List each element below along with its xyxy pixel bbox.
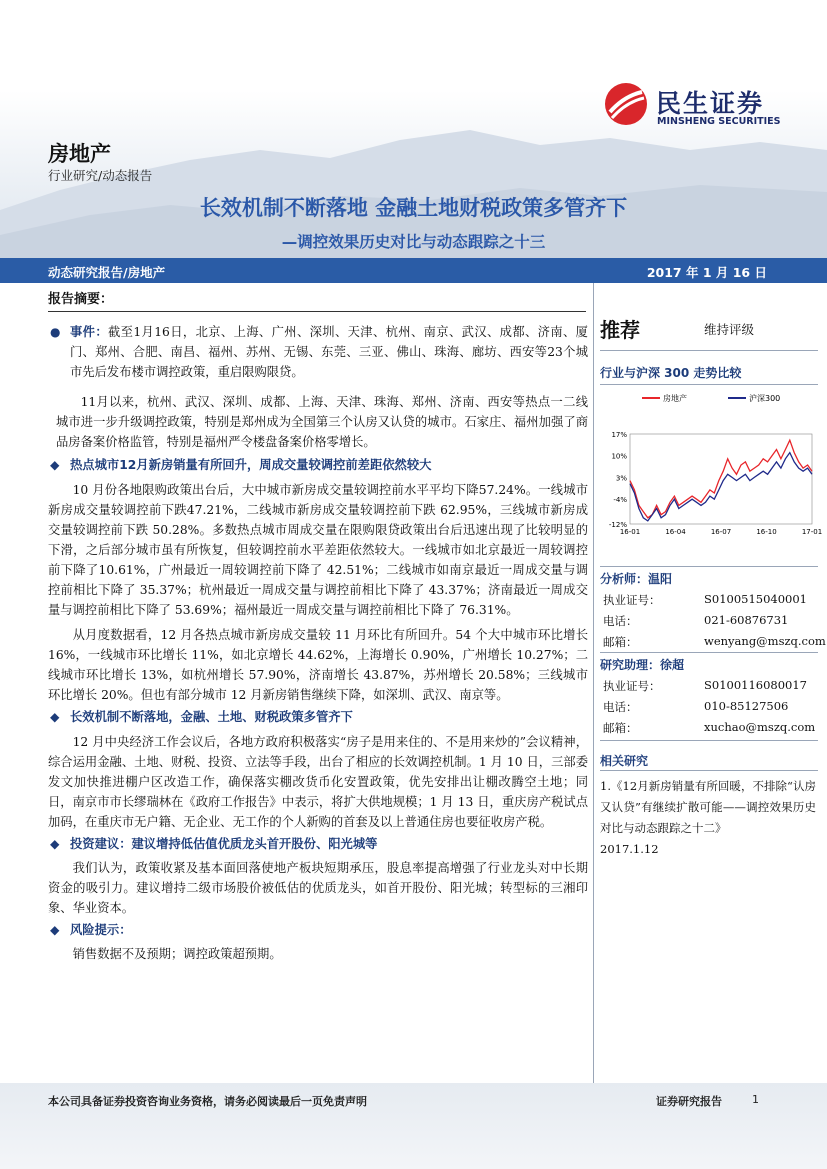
y-tick-label: 10% <box>611 452 627 461</box>
rating-label: 推荐 <box>600 318 640 342</box>
bullet-icon: ● <box>50 325 61 339</box>
sector-label: 房地产 <box>48 142 111 166</box>
x-tick-label: 16-04 <box>665 528 686 536</box>
paragraph-2: 11月以来，杭州、武汉、深圳、成都、上海、天津、珠海、郑州、济南、西安等热点一二线城市进一步升级调控政策，特别是郑州成为全国第三个认房又认贷的城市。石家庄、福州加强了商品房备案价格监管，特别是福州严令楼盘备案价格零增长。 <box>56 395 588 449</box>
analyst-1-heading: 分析师：温阳 <box>600 572 673 586</box>
report-date: 2017 年 1 月 16 日 <box>646 265 767 280</box>
event-paragraph <box>48 322 588 382</box>
y-tick-label: -4% <box>613 496 627 505</box>
series-line-1 <box>630 453 812 521</box>
series-line-0 <box>630 440 812 518</box>
diamond-bullet-icon: ◆ <box>50 458 60 472</box>
legend-label-0: 房地产 <box>663 394 687 403</box>
y-tick-label: 17% <box>611 431 627 439</box>
paragraph-4: 从月度数据看，12 月各热点城市新房成交量较 11 月环比有所回升。54 个大中城市环比增长 16%，一线城市环比增长 11%，如北京增长 44.62%，上海增长 0.90%，广州增长 10.27%；二线城市环比增长 13%，如杭州增长 57.90%，济南增长 43.87%，苏州增长 20.58%；三线城市环比增长 20%。但也有部分城市 12 月新房销售继续下降，如深圳、武汉、南京等。 <box>48 628 588 702</box>
divider <box>600 652 818 653</box>
divider <box>600 770 818 771</box>
section-3-heading: ◆ 投资建议：建议增持低估值优质龙头首开股份、阳光城等 <box>48 834 588 854</box>
report-info-bar <box>0 258 827 283</box>
section-1-heading: ◆ 热点城市12月新房销量有所回升，周成交量较调控前差距依然较大 <box>48 455 588 475</box>
footer-disclaimer: 本公司具备证券投资咨询业务资格，请务必阅读最后一页免责声明 <box>48 1095 367 1108</box>
rating-note: 维持评级 <box>704 322 755 337</box>
footer <box>0 1083 827 1169</box>
x-tick-label: 16-10 <box>756 528 777 536</box>
related-report-date: 2017.1.12 <box>600 842 659 856</box>
summary-column <box>48 288 588 964</box>
related-report-title[interactable]: 1.《12月新房销量有所回暖，不排除“认房又认贷”有继续扩散可能——调控效果历史对比与动态跟踪之十二》 <box>600 779 816 835</box>
related-heading: 相关研究 <box>600 754 649 768</box>
y-tick-label: 3% <box>615 474 627 483</box>
comparison-chart <box>600 388 823 548</box>
legend-label-1: 沪深300 <box>749 394 781 403</box>
report-type: 行业研究/动态报告 <box>48 168 153 183</box>
chart-title: 行业与沪深 300 走势比较 <box>600 366 742 380</box>
divider <box>600 566 818 567</box>
diamond-bullet-icon: ◆ <box>50 837 60 851</box>
y-tick-label: -12% <box>608 521 627 529</box>
diamond-bullet-icon: ◆ <box>50 923 60 937</box>
x-tick-label: 17-01 <box>801 528 823 536</box>
column-divider <box>593 283 594 1083</box>
x-tick-label: 16-07 <box>710 528 732 536</box>
paragraph-6: 我们认为，政策收紧及基本面回落使地产板块短期承压，股息率提高增强了行业龙头对中长期资金的吸引力。建议增持二级市场股价被低估的优质龙头，如首开股份、阳光城；转型标的三湘印象、华业资本。 <box>48 861 588 915</box>
related-report[interactable] <box>600 776 816 860</box>
report-subtitle: —调控效果历史对比与动态跟踪之十三 <box>281 233 546 251</box>
section-4-heading: ◆ 风险提示： <box>48 920 588 940</box>
divider <box>600 740 818 741</box>
divider <box>600 384 818 385</box>
event-text: 截至1月16日，北京、上海、广州、深圳、天津、杭州、南京、武汉、成都、济南、厦门、郑州、合肥、南昌、福州、苏州、无锡、东莞、三亚、佛山、珠海、廊坊、西安等23个城市先后发布楼市调控政策，重启限购限贷。 <box>70 325 588 379</box>
section-2-heading: ◆ 长效机制不断落地，金融、土地、财税政策多管齐下 <box>48 707 588 727</box>
page-number: 1 <box>752 1093 759 1106</box>
logo-subtext: MINSHENG SECURITIES <box>657 116 781 127</box>
footer-label: 证券研究报告 <box>656 1095 722 1108</box>
paragraph-5: 12 月中央经济工作会议后，各地方政府积极落实“房子是用来住的、不是用来炒的”会议精神，综合运用金融、土地、财税、投资、立法等手段，出台了相应的长效调控机制。1 月 10 日，三部委发文加快推进棚户区改造工作，确保落实棚改货币化安置政策，优先安排出让棚改腾空土地；同日，南京市市长缪瑞林在《政府工作报告》中表示，将扩大供地规模；1 月 13 日，重庆房产税试点加码，在重庆市无户籍、无企业、无工作的个人新购的首套及以上普通住房也要征收房产税。 <box>48 735 588 829</box>
summary-heading: 报告摘要： <box>48 288 586 312</box>
paragraph-3: 10 月份各地限购政策出台后，大中城市新房成交量较调控前水平平均下降57.24%。一线城市新房成交量较调控前下跌47.21%，二线城市新房成交量较调控前下跌 62.95%，三线城市新房成交量较调控前下跌 50.28%。多数热点城市周成交量在限购限贷政策出台后迅速出现了比较明显的下滑，之后部分城市虽有所恢复，但较调控前水平差距依然较大。一线城市如北京最近一周较调控前下降了10.61%，广州最近一周较调控前下降了 42.51%；二线城市如南京最近一周成交量与调控前相比下降了 35.37%；杭州最近一周成交量与调控前相比下降了 43.37%；济南最近一周成交量与调控前相比下降了 53.69%；福州最近一周成交量与调控前相比下降了 76.31%。 <box>48 483 588 617</box>
diamond-bullet-icon: ◆ <box>50 710 60 724</box>
x-tick-label: 16-01 <box>619 528 641 536</box>
report-title: 长效机制不断落地 金融土地财税政策多管齐下 <box>199 196 628 220</box>
event-label: 事件： <box>70 325 109 339</box>
logo-text: 民生证券 <box>656 89 765 118</box>
divider <box>600 350 818 351</box>
analyst-2-heading: 研究助理：徐超 <box>600 658 685 672</box>
paragraph-7: 销售数据不及预期；调控政策超预期。 <box>72 947 282 961</box>
report-category: 动态研究报告/房地产 <box>48 265 166 280</box>
